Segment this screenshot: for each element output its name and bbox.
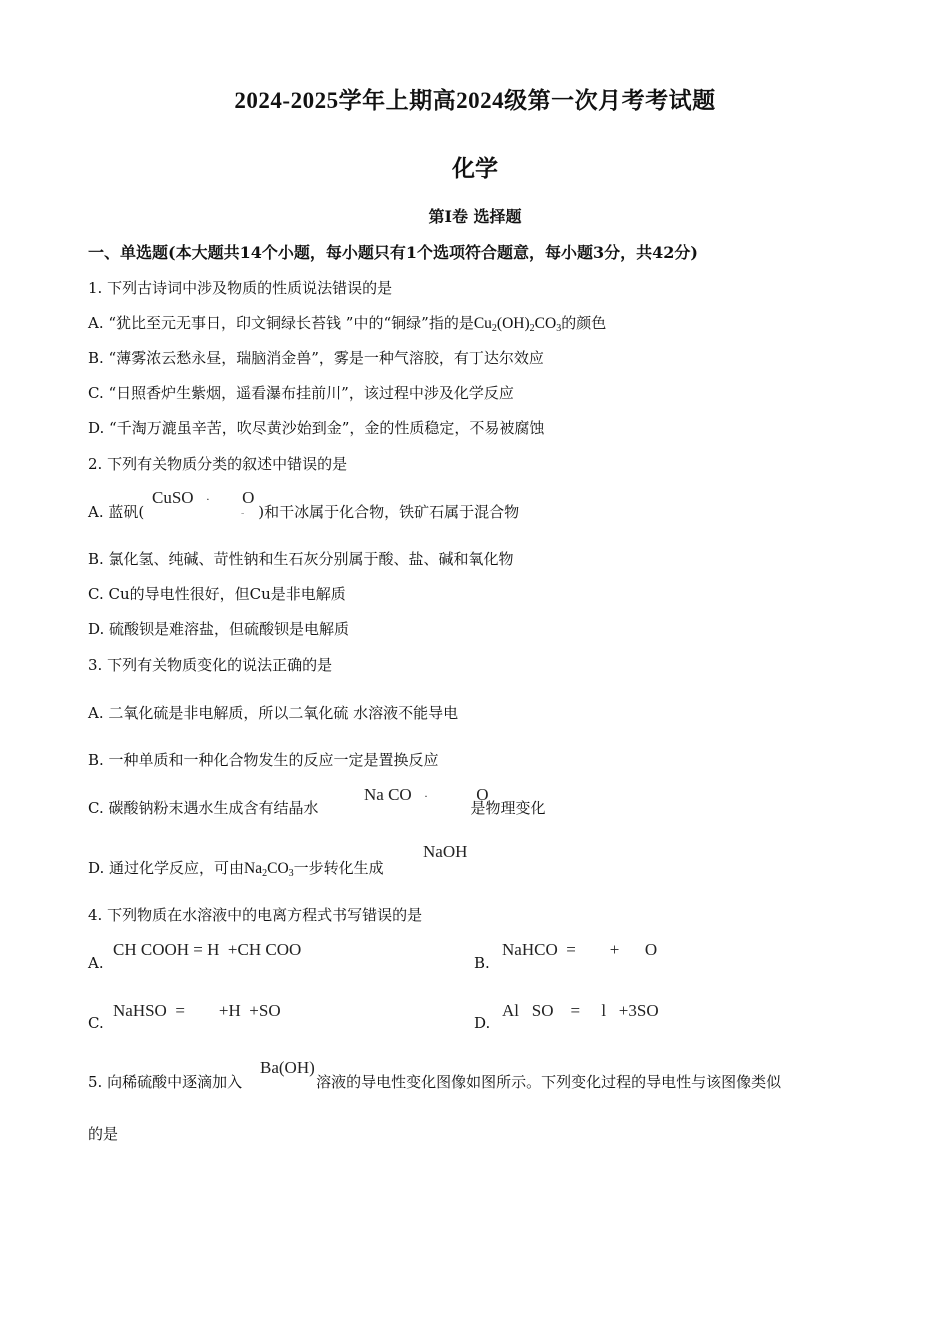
question-2-option-c: C. Cu的导电性很好，但Cu是非电解质 (88, 585, 346, 603)
question-1-option-b: B. “薄雾浓云愁永昼，瑞脑消金兽”，雾是一种气溶胶，有丁达尔效应 (88, 349, 544, 367)
q2-a-faint-mark: - (241, 508, 245, 519)
q4-option-a-equation: CH COOH = H +CH COO (113, 940, 302, 959)
q4-option-d-equation: Al SO = l +3SO (502, 1001, 659, 1020)
question-2-stem: 2. 下列有关物质分类的叙述中错误的是 (88, 455, 348, 473)
page-title: 2024-2025学年上期高2024级第一次月考考试题 (234, 88, 716, 113)
q3-c-head: C. 碳酸钠粉末遇水生成含有结晶水 (88, 799, 319, 817)
section-instructions: 一、单选题(本大题共14个小题，每小题只有1个选项符合题意，每小题3分，共42分) (88, 243, 698, 262)
question-5-stem-line2: 的是 (88, 1125, 119, 1143)
q3-d-head: D. 通过化学反应，可由 (88, 859, 245, 877)
q5-formula: Ba(OH) (260, 1058, 315, 1077)
question-1-option-d: D. “千淘万漉虽辛苦，吹尽黄沙始到金”，金的性质稳定，不易被腐蚀 (88, 419, 545, 437)
question-3-option-d (88, 858, 384, 879)
question-3-stem: 3. 下列有关物质变化的说法正确的是 (88, 656, 333, 674)
question-2-option-d: D. 硫酸钡是难溶盐，但硫酸钡是电解质 (88, 620, 350, 638)
question-1-option-c: C. “日照香炉生紫烟，遥看瀑布挂前川”，该过程中涉及化学反应 (88, 384, 514, 402)
question-2-option-b: B. 氯化氢、纯碱、苛性钠和生石灰分别属于酸、盐、碱和氧化物 (88, 550, 514, 568)
q3-d-formula: $Na_2CO_3$ (244, 860, 294, 879)
q1-a-formula: $Cu_2(OH)_2CO_3$ (473, 315, 562, 334)
q2-a-head: A. 蓝矾( (88, 503, 145, 521)
q4-option-b-equation: NaHCO = + O (502, 940, 658, 959)
q2-a-tail: )和干冰属于化合物，铁矿石属于混合物 (258, 503, 520, 521)
question-3-option-b: B. 一种单质和一种化合物发生的反应一定是置换反应 (88, 751, 439, 769)
q3-c-tail: 是物理变化 (470, 799, 546, 817)
q2-a-formula: CuSO · O (152, 488, 255, 507)
question-1-stem: 1. 下列古诗词中涉及物质的性质说法错误的是 (88, 279, 393, 297)
question-5-stem (88, 1072, 781, 1092)
question-1-option-a (88, 313, 606, 334)
question-4-stem: 4. 下列物质在水溶液中的电离方程式书写错误的是 (88, 906, 423, 924)
q4-option-c-equation: NaHSO = +H +SO (113, 1001, 281, 1020)
q4-option-b-label: B. (474, 954, 490, 972)
section-heading: 第I卷 选择题 (428, 207, 522, 226)
q4-option-a-label: A. (88, 954, 104, 972)
subject-title: 化学 (452, 155, 498, 182)
q4-option-c-label: C. (88, 1014, 104, 1032)
q5-stem-head: 5. 向稀硫酸中逐滴加入 (88, 1073, 243, 1091)
q3-c-formula: Na CO · O (364, 785, 489, 804)
q1-a-tail: 的颜色 (561, 314, 607, 332)
question-3-option-a: A. 二氧化硫是非电解质，所以二氧化硫 水溶液不能导电 (88, 704, 459, 722)
q3-d-naoh: NaOH (423, 842, 468, 861)
q5-stem-tail: 溶液的导电性变化图像如图所示。下列变化过程的导电性与该图像类似 (316, 1073, 782, 1091)
q4-option-d-label: D. (474, 1014, 491, 1032)
q3-d-tail: 一步转化生成 (293, 859, 384, 877)
q1-a-text: A. “犹比至元无事日，印文铜绿长苔钱 ”中的“铜绿”指的是 (88, 314, 474, 332)
